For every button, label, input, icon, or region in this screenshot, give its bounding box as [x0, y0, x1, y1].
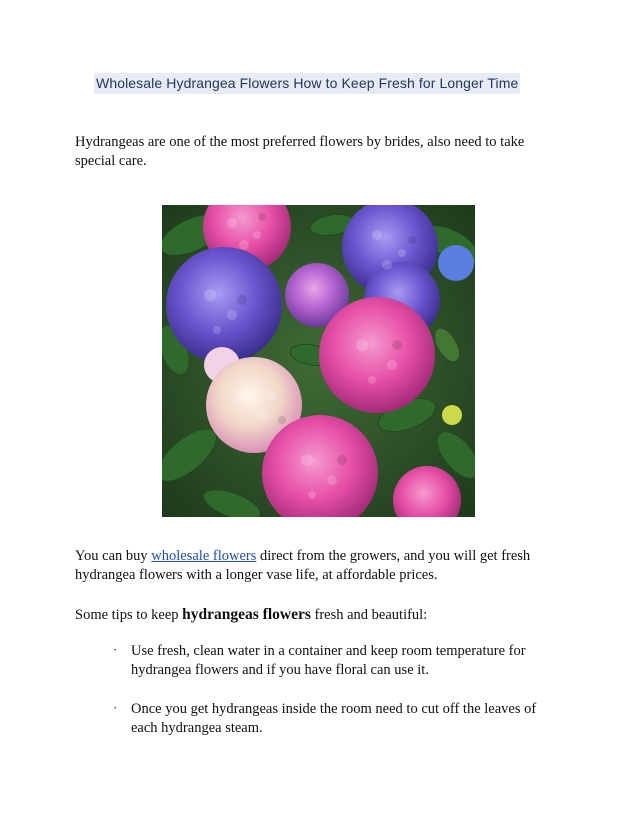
buy-paragraph — [75, 547, 565, 585]
hydrangea-photo — [162, 205, 475, 517]
intro-paragraph: Hydrangeas are one of the most preferred flowers by brides, also need to take special care. — [75, 134, 525, 169]
wholesale-flowers-link[interactable]: wholesale flowers — [151, 548, 257, 564]
buy-text-before: You can buy — [75, 548, 152, 564]
tips-text-after: fresh and beautiful: — [310, 607, 428, 623]
page-title: Wholesale Hydrangea Flowers How to Keep Fresh for Longer Time — [94, 73, 520, 94]
tips-bold-text: hydrangeas flowers — [182, 606, 311, 623]
tips-text-before: Some tips to keep — [75, 607, 183, 623]
bullet-item-fresh-water: Use fresh, clean water in a container and keep room temperature for hydrangea flowers and if you have floral can use it. — [131, 643, 526, 678]
bullet-marker: · — [113, 642, 118, 657]
tips-intro — [75, 605, 565, 625]
title-block — [94, 75, 520, 93]
bullet-marker: · — [113, 700, 118, 715]
buy-text-after: direct from the growers, and you will get fresh hydrangea flowers with a longer vase life, at affordable prices. — [75, 548, 531, 583]
bullet-item-cut-leaves: Once you get hydrangeas inside the room need to cut off the leaves of each hydrangea steam. — [131, 701, 537, 736]
